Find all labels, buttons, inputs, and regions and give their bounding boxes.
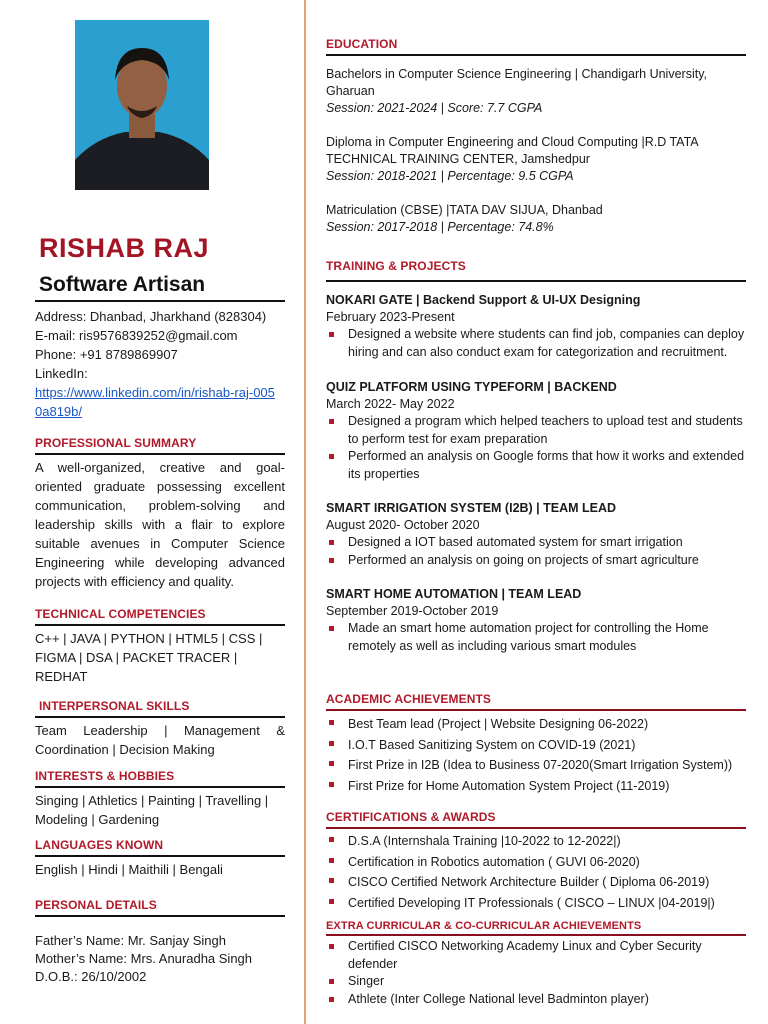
interests-rule [35,786,285,788]
languages-section [35,838,285,879]
personal-heading: PERSONAL DETAILS [35,898,157,912]
education-item [326,66,746,117]
project-item [326,586,746,655]
languages-rule [35,855,285,857]
project-date: March 2022- May 2022 [326,397,455,411]
academic-heading: ACADEMIC ACHIEVEMENTS [326,692,491,706]
certification-item: Certification in Robotics automation ( GUVI 06-2020) [326,852,746,873]
technical-section [35,607,285,686]
phone-text: Phone: +91 8789869907 [35,347,178,362]
personal-section [35,898,285,986]
technical-heading: TECHNICAL COMPETENCIES [35,607,206,621]
education-title: Diploma in Computer Engineering and Cloud Computing |R.D TATA TECHNICAL TRAINING CENTER, Jamshedpur [326,135,698,166]
certifications-section [326,810,746,913]
summary-heading: PROFESSIONAL SUMMARY [35,436,197,450]
contact-rule [35,300,285,302]
project-title: SMART HOME AUTOMATION | TEAM LEAD [326,587,582,601]
project-bullet: Made an smart home automation project for controlling the Home remotely as well as including various smart modules [326,620,746,655]
technical-text: C++ | JAVA | PYTHON | HTML5 | CSS | FIGMA | DSA | PACKET TRACER | REDHAT [35,631,263,684]
interests-text: Singing | Athletics | Painting | Travelling | Modeling | Gardening [35,793,269,827]
mother-name: Mother’s Name: Mrs. Anuradha Singh [35,951,253,966]
summary-rule [35,453,285,455]
technical-rule [35,624,285,626]
summary-section [35,436,285,591]
project-item [326,379,746,483]
project-bullet: Performed an analysis on Google forms that how it works and extended its properties [326,448,746,483]
education-meta: Session: 2021-2024 | Score: 7.7 CGPA [326,101,543,115]
academic-section [326,692,746,796]
extra-item: Athlete (Inter College National level Badminton player) [326,991,706,1009]
education-section [326,37,746,236]
father-name: Father’s Name: Mr. Sanjay Singh [35,933,226,948]
projects-section [326,259,746,655]
academic-item: Best Team lead (Project | Website Designing 06-2022) [326,714,746,735]
project-item [326,500,746,569]
address-text: Address: Dhanbad, Jharkhand (828304) [35,309,267,324]
project-bullet: Performed an analysis on going on projects of smart agriculture [326,552,746,570]
project-bullet: Designed a website where students can find job, companies can deploy hiring and can also conduct exam for categorization and recruitment. [326,326,746,361]
academic-item: First Prize for Home Automation System Project (11-2019) [326,776,746,797]
education-meta: Session: 2018-2021 | Percentage: 9.5 CGPA [326,169,574,183]
extra-heading: EXTRA CURRICULAR & CO-CURRICULAR ACHIEVEMENTS [326,920,642,932]
project-title: NOKARI GATE | Backend Support & UI-UX Designing [326,293,641,307]
academic-item: First Prize in I2B (Idea to Business 07-2020(Smart Irrigation System)) [326,755,746,776]
project-title: QUIZ PLATFORM USING TYPEFORM | BACKEND [326,380,617,394]
certifications-rule [326,827,746,829]
project-date: September 2019-October 2019 [326,604,499,618]
interpersonal-text: Team Leadership | Management & Coordination | Decision Making [35,723,285,757]
education-title: Matriculation (CBSE) |TATA DAV SIJUA, Dhanbad [326,203,603,217]
certification-item: CISCO Certified Network Architecture Builder ( Diploma 06-2019) [326,872,746,893]
languages-heading: LANGUAGES KNOWN [35,838,164,852]
education-item [326,202,746,236]
academic-item: I.O.T Based Sanitizing System on COVID-19 (2021) [326,735,746,756]
extra-item: Certified CISCO Networking Academy Linux and Cyber Security defender [326,938,706,973]
candidate-name: RISHAB RAJ [39,233,210,263]
project-item [326,292,746,361]
interpersonal-section [35,699,285,759]
certifications-heading: CERTIFICATIONS & AWARDS [326,810,496,824]
interests-heading: INTERESTS & HOBBIES [35,769,175,783]
contact-block [35,300,285,421]
vertical-divider [304,0,306,1024]
project-date: August 2020- October 2020 [326,518,480,532]
certification-item: Certified Developing IT Professionals ( CISCO – LINUX |04-2019|) [326,893,746,914]
interests-section [35,769,285,829]
extra-section [326,920,746,1008]
project-title: SMART IRRIGATION SYSTEM (I2B) | TEAM LEAD [326,501,617,515]
education-item [326,134,746,185]
email-text: E-mail: ris9576839252@gmail.com [35,328,238,343]
education-title: Bachelors in Computer Science Engineering | Chandigarh University, Gharuan [326,67,707,98]
date-of-birth: D.O.B.: 26/10/2002 [35,969,147,984]
project-date: February 2023-Present [326,310,455,324]
languages-text: English | Hindi | Maithili | Bengali [35,862,223,877]
education-meta: Session: 2017-2018 | Percentage: 74.8% [326,220,554,234]
interpersonal-heading: INTERPERSONAL SKILLS [39,699,190,713]
interpersonal-rule [35,716,285,718]
extra-item: Singer [326,973,706,991]
extra-rule [326,934,746,936]
summary-text: A well-organized, creative and goal-oriented graduate possessing excellent communication, problem-solving and leadership skills with a flair to explore suitable avenues in Computer Science Engineering while developing advanced projects with efficiency and quality. [35,460,285,589]
personal-rule [35,915,285,917]
projects-rule [326,280,746,282]
projects-heading: TRAINING & PROJECTS [326,259,466,273]
certification-item: D.S.A (Internshala Training |10-2022 to 12-2022|) [326,831,746,852]
project-bullet: Designed a program which helped teachers to upload test and students to perform test for exam preparation [326,413,746,448]
candidate-title: Software Artisan [39,273,206,296]
education-rule [326,54,746,56]
project-bullet: Designed a IOT based automated system for smart irrigation [326,534,746,552]
profile-photo [75,20,209,190]
linkedin-link[interactable]: https://www.linkedin.com/in/rishab-raj-0050a819b/ [35,385,275,419]
education-heading: EDUCATION [326,37,398,51]
academic-rule [326,709,746,711]
linkedin-label: LinkedIn: [35,366,88,381]
